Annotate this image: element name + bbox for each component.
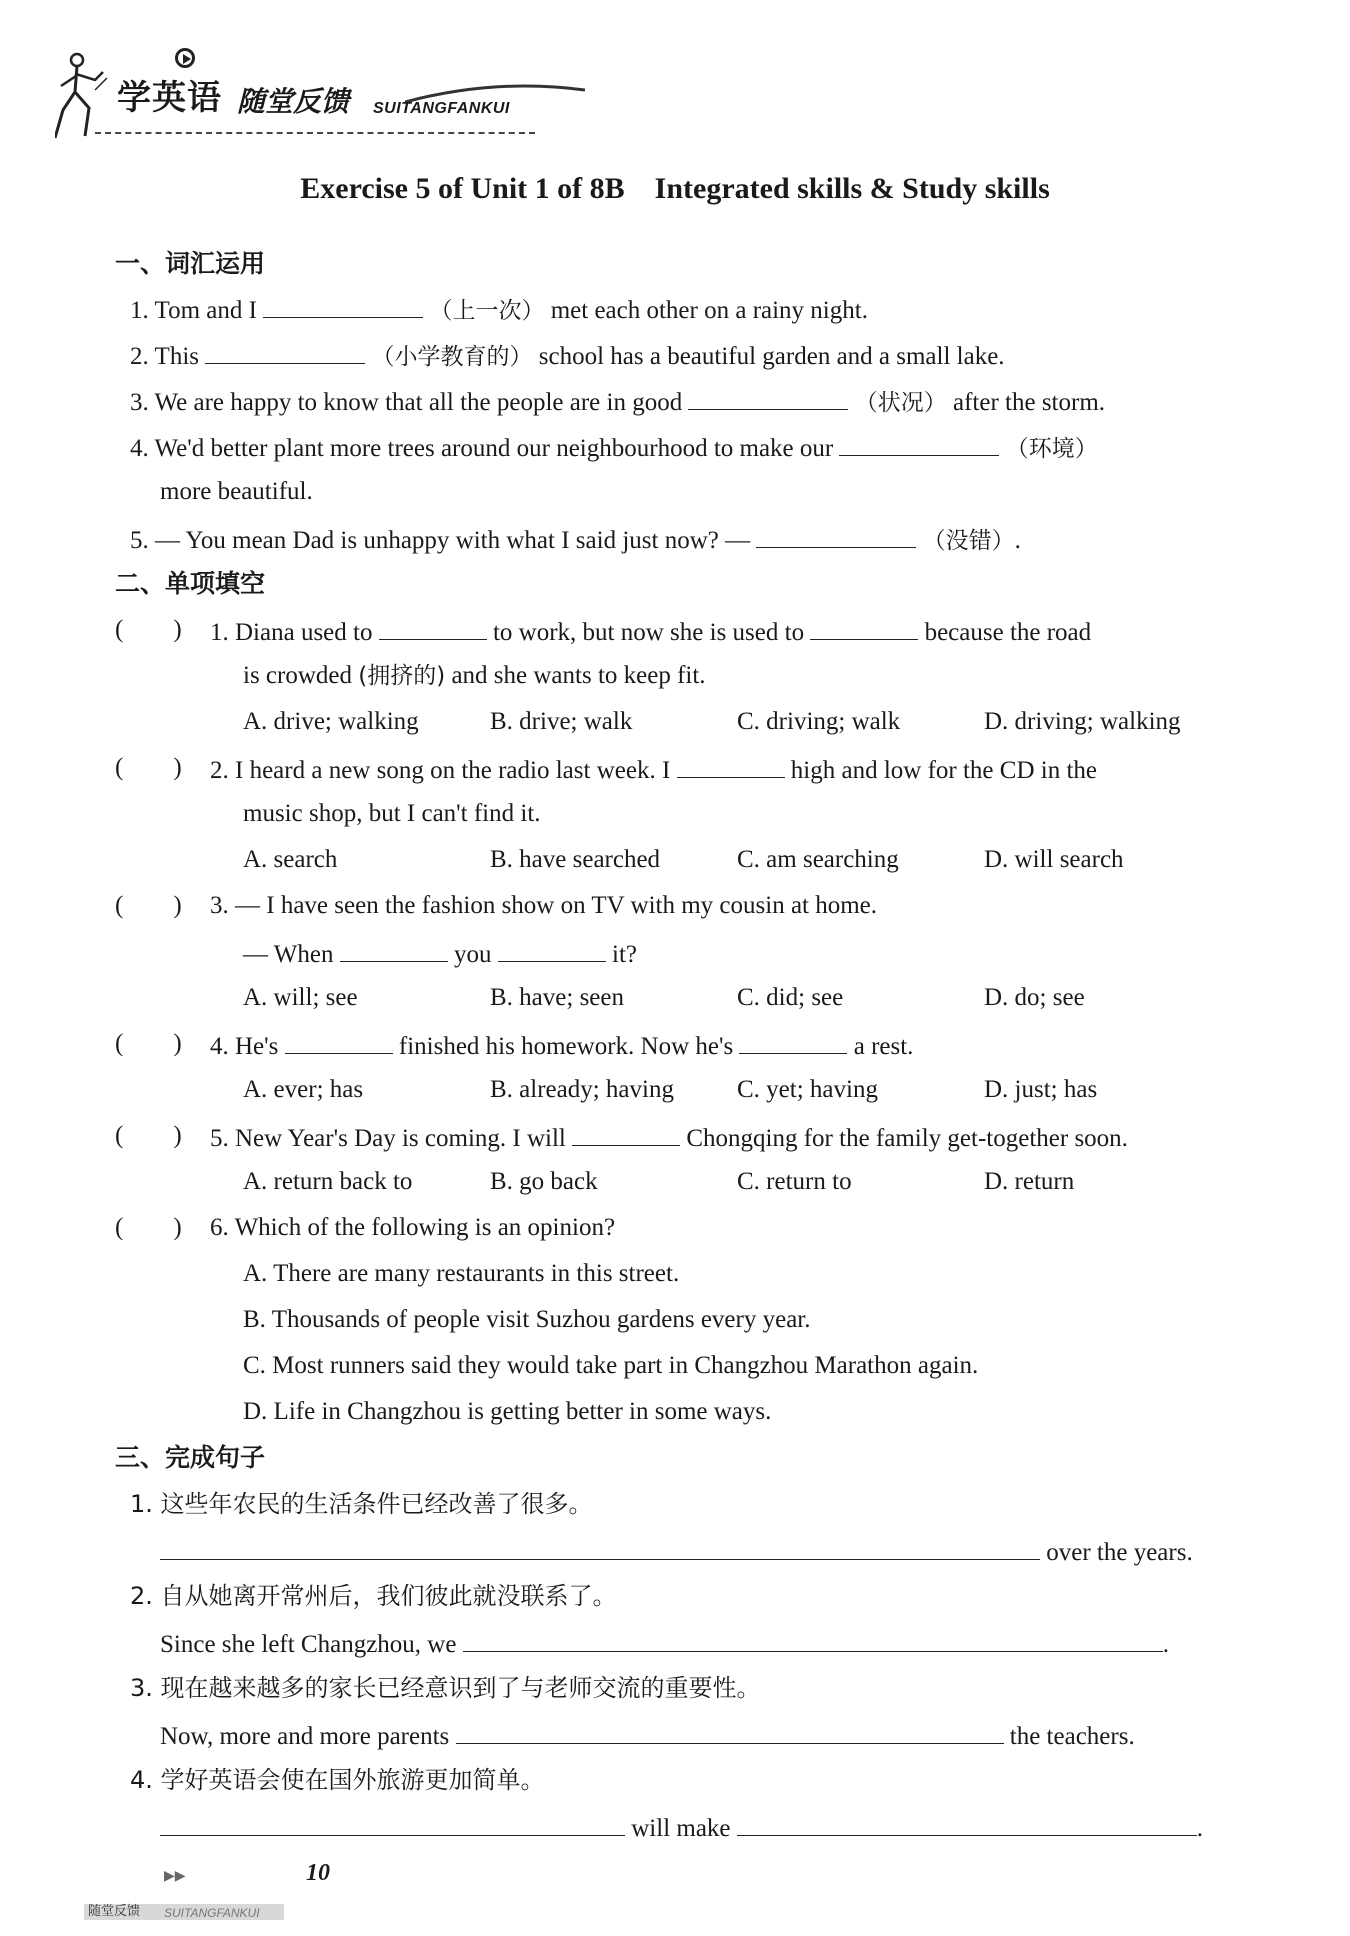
answer-parentheses[interactable]: ( ) [115,1214,182,1241]
option-d[interactable]: D. driving; walking [984,708,1181,735]
translation-prompt-2: 2. 自从她离开常州后，我们彼此就没联系了。 [130,1582,617,1610]
running-figure-icon [55,50,115,140]
answer-blank[interactable] [737,1809,1197,1836]
vocab-question-4-continued: more beautiful. [160,478,313,505]
option-c[interactable]: C. driving; walk [737,708,901,735]
brand-chinese-title: 学英语 [117,78,222,118]
vocab-question-4: 4. We'd better plant more trees around our neighbourhood to make our （环境） [130,429,1098,466]
page-footer [84,1860,384,1930]
translation-prompt-1: 1. 这些年农民的生活条件已经改善了很多。 [130,1490,593,1518]
answer-parentheses[interactable]: ( ) [115,892,182,919]
vocab-question-3: 3. We are happy to know that all the people are in good （状况） after the storm. [130,383,1105,420]
option-a[interactable]: A. ever; has [243,1076,364,1103]
page-title: Exercise 5 of Unit 1 of 8B Integrated skills & Study skills [300,172,1050,205]
option-c[interactable]: C. did; see [737,984,844,1011]
play-icon [175,48,195,68]
mc-question-5: 5. New Year's Day is coming. I will Chongqing for the family get-together soon. [210,1119,1128,1156]
option-b[interactable]: B. drive; walk [490,708,633,735]
mc-question-1: 1. Diana used to to work, but now she is used to because the road [210,613,1091,650]
answer-blank[interactable] [839,429,999,456]
answer-blank[interactable] [688,383,848,410]
mc-question-4: 4. He's finished his homework. Now he's a rest. [210,1027,913,1064]
option-a[interactable]: A. return back to [243,1168,413,1195]
option-a[interactable]: A. drive; walking [243,708,419,735]
answer-parentheses[interactable]: ( ) [115,1122,182,1149]
answer-blank[interactable] [463,1625,1163,1652]
vocab-question-5: 5. — You mean Dad is unhappy with what I said just now? — （没错）. [130,521,1021,558]
vocab-question-1: 1. Tom and I （上一次） met each other on a rainy night. [130,291,868,328]
mc-question-2: 2. I heard a new song on the radio last week. I high and low for the CD in the [210,751,1097,788]
page-number: 10 [306,1860,330,1886]
option-b[interactable]: B. already; having [490,1076,674,1103]
translation-answer-3: Now, more and more parents the teachers. [160,1717,1135,1754]
brand-chinese-subtitle: 随堂反馈 [237,85,350,118]
answer-blank[interactable] [572,1119,680,1146]
option-d[interactable]: D. Life in Changzhou is getting better in some ways. [243,1398,772,1425]
option-c[interactable]: C. return to [737,1168,852,1195]
section-1-heading: 一、词汇运用 [115,249,266,278]
option-c[interactable]: C. yet; having [737,1076,878,1103]
brand-header [55,40,535,140]
answer-blank[interactable] [340,935,448,962]
option-c[interactable]: C. Most runners said they would take part in Changzhou Marathon again. [243,1352,979,1379]
answer-blank[interactable] [205,337,365,364]
translation-answer-2: Since she left Changzhou, we . [160,1625,1169,1662]
option-b[interactable]: B. have; seen [490,984,624,1011]
answer-blank[interactable] [677,751,785,778]
footer-brand-english: SUITANGFANKUI [164,1906,260,1920]
option-a[interactable]: A. There are many restaurants in this street. [243,1260,680,1287]
translation-answer-1: over the years. [160,1533,1193,1570]
answer-blank[interactable] [498,935,606,962]
option-a[interactable]: A. search [243,846,338,873]
option-c[interactable]: C. am searching [737,846,899,873]
option-d[interactable]: D. will search [984,846,1124,873]
option-d[interactable]: D. just; has [984,1076,1098,1103]
answer-blank[interactable] [456,1717,1004,1744]
brand-english-title: SUITANGFANKUI [373,100,510,117]
answer-parentheses[interactable]: ( ) [115,754,182,781]
footer-brand-chinese: 随堂反馈 [88,1904,141,1919]
option-b[interactable]: B. go back [490,1168,598,1195]
translation-prompt-4: 4. 学好英语会使在国外旅游更加简单。 [130,1766,545,1794]
answer-blank[interactable] [739,1027,847,1054]
option-a[interactable]: A. will; see [243,984,358,1011]
mc-question-3-continued: — When you it? [243,935,637,972]
answer-blank[interactable] [379,613,487,640]
mc-question-2-continued: music shop, but I can't find it. [243,800,541,827]
translation-answer-4: will make . [160,1809,1203,1846]
option-d[interactable]: D. return [984,1168,1075,1195]
mc-question-3: 3. — I have seen the fashion show on TV with my cousin at home. [210,892,878,919]
mc-question-1-continued: is crowded (拥挤的) and she wants to keep fit. [243,662,706,689]
answer-blank[interactable] [756,521,916,548]
option-b[interactable]: B. have searched [490,846,661,873]
answer-blank[interactable] [810,613,918,640]
section-3-heading: 三、完成句子 [115,1443,266,1472]
option-d[interactable]: D. do; see [984,984,1085,1011]
answer-parentheses[interactable]: ( ) [115,616,182,643]
answer-blank[interactable] [160,1809,625,1836]
answer-parentheses[interactable]: ( ) [115,1030,182,1057]
mc-question-6: 6. Which of the following is an opinion? [210,1214,616,1241]
double-arrow-icon: ▶▶ [164,1869,186,1884]
header-divider [95,132,535,134]
answer-blank[interactable] [263,291,423,318]
vocab-question-2: 2. This （小学教育的） school has a beautiful garden and a small lake. [130,337,1005,374]
answer-blank[interactable] [285,1027,393,1054]
translation-prompt-3: 3. 现在越来越多的家长已经意识到了与老师交流的重要性。 [130,1674,761,1702]
answer-blank[interactable] [160,1533,1040,1560]
option-b[interactable]: B. Thousands of people visit Suzhou gardens every year. [243,1306,811,1333]
section-2-heading: 二、单项填空 [115,569,266,598]
